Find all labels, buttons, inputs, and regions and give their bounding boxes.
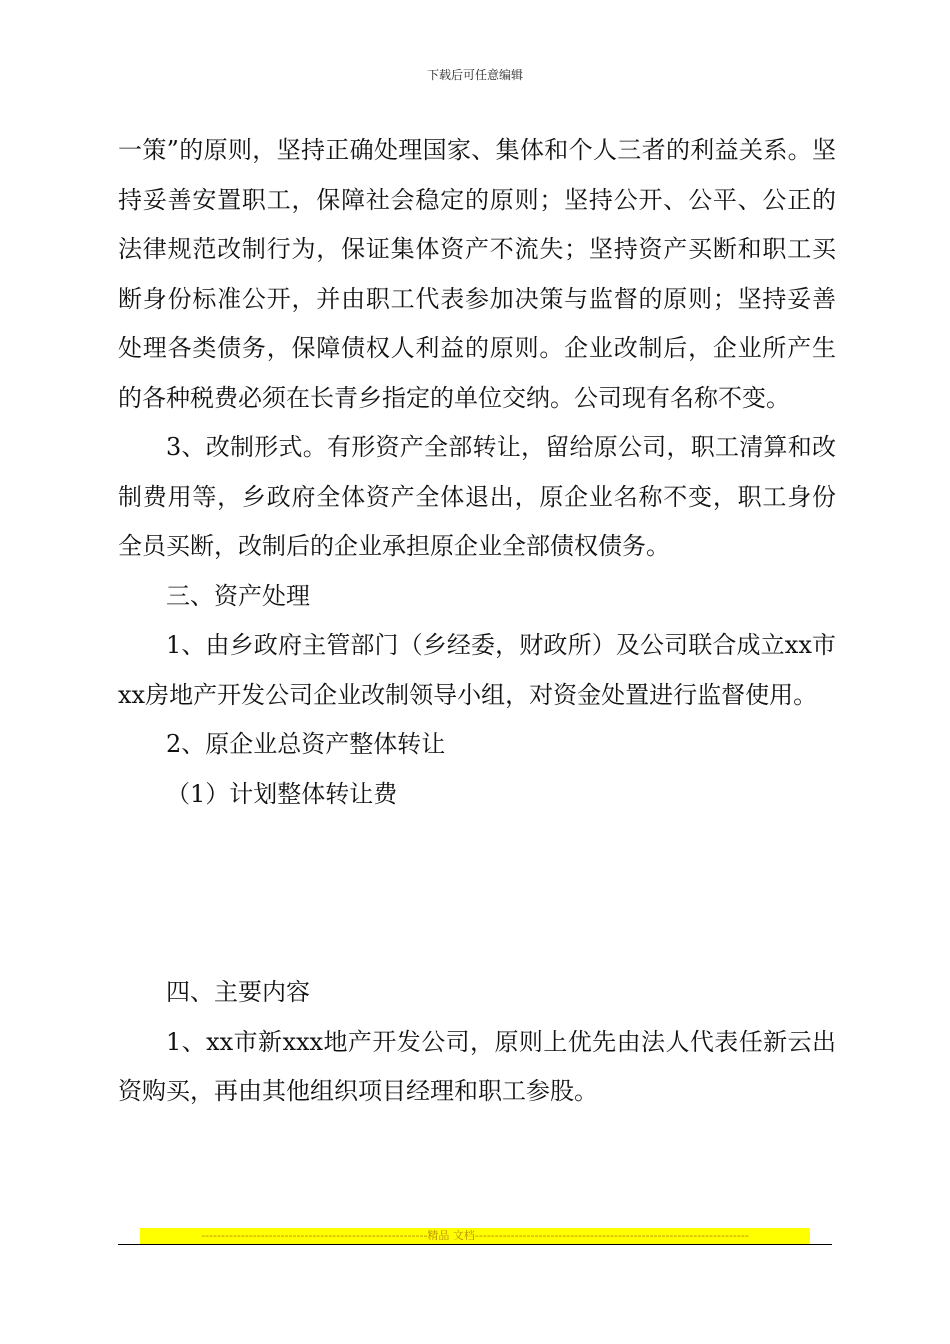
section-heading-main-content: 四、主要内容 [166,978,310,1006]
footer-divider [118,1244,832,1245]
paragraph-reform-form: 3、改制形式。有形资产全部转让，留给原公司，职工清算和改制费用等，乡政府全体资产全体退出，原企业名称不变，职工身份全员买断，改制后的企业承担原企业全部债权债务。 [118,433,836,560]
paragraph-leading-group: 1、由乡政府主管部门（乡经委，财政所）及公司联合成立xx市xx房地产开发公司企业改制领导小组，对资金处置进行监督使用。 [118,631,836,709]
header-note: 下载后可任意编辑 [426,68,523,82]
paragraph-asset-transfer: 2、原企业总资产整体转让 [166,730,446,758]
blank-gap [118,819,836,968]
footer-banner: ---------------------------------------------------------精品 文档--------------------------------------------------------------------- [140,1228,810,1244]
paragraph-principles: 一策”的原则，坚持正确处理国家、集体和个人三者的利益关系。坚持妥善安置职工，保障社会稳定的原则；坚持公开、公平、公正的法律规范改制行为，保证集体资产不流失；坚持资产买断和职工买断身份标准公开，并由职工代表参加决策与监督的原则；坚持妥善处理各类债务，保障债权人利益的原则。企业改制后，企业所产生的各种税费必须在长青乡指定的单位交纳。公司现有名称不变。 [118,136,836,412]
paragraph-transfer-fee: （1）计划整体转让费 [166,779,398,808]
paragraph-purchase: 1、xx市新xxx地产开发公司，原则上优先由法人代表任新云出资购买，再由其他组织项目经理和职工参股。 [118,1027,836,1105]
body-text [118,126,836,1117]
section-heading-asset-handling: 三、资产处理 [166,581,310,610]
